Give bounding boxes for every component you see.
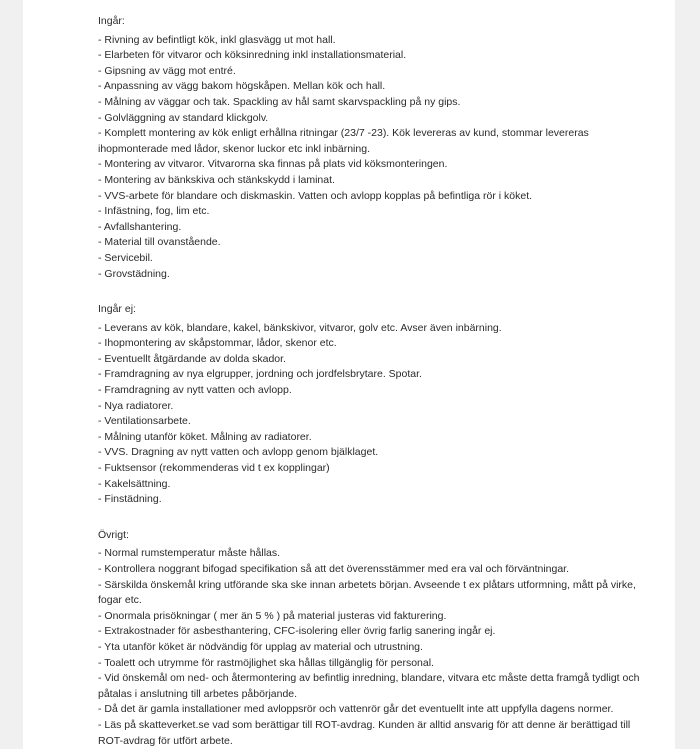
list-item: - Finstädning. [98,493,162,506]
document-section [98,302,653,508]
list-item: - Anpassning av vägg bakom högskåpen. Mellan kök och hall. [98,80,386,93]
document-page [23,0,675,749]
list-item: - Nya radiatorer. [98,399,174,412]
list-item: - Extrakostnader för asbesthantering, CFC-isolering eller övrig farlig sanering ingår ej. [98,625,496,638]
list-item: - Målning utanför köket. Målning av radiatorer. [98,430,312,443]
list-item: - Normal rumstemperatur måste hållas. [98,547,281,560]
section-heading: Ingår ej: [98,303,136,316]
list-item: - Infästning, fog, lim etc. [98,205,210,218]
list-item: - Läs på skatteverket.se vad som berättigar till ROT-avdrag. Kunden är alltid ansvarig för att denne är berättigad till ROT-avdrag för utfört arbete. [98,718,634,747]
list-item: - Kakelsättning. [98,477,171,490]
list-item: - Komplett montering av kök enligt erhållna ritningar (23/7 -23). Kök levereras av kund, stommar levereras ihopmonterade med lådor, skenor luckor etc inkl inbärning. [98,127,592,155]
list-item: - Toalett och utrymme för rastmöjlighet ska hållas tillgänglig för personal. [98,656,434,669]
list-item: - Material till ovanstående. [98,236,221,249]
list-item: - Onormala prisökningar ( mer än 5 % ) på material justeras vid fakturering. [98,609,447,622]
list-item: - Kontrollera noggrant bifogad specifikation så att det överensstämmer med era val och förväntningar. [98,563,570,575]
document-body [23,0,675,749]
list-item: - Rivning av befintligt kök, inkl glasvägg ut mot hall. [98,33,336,46]
document-section [98,14,653,282]
list-item: - Leverans av kök, blandare, kakel, bänkskivor, vitvaror, golv etc. Avser även inbärning. [98,321,502,334]
section-heading: Ingår: [98,15,125,27]
list-item: - Montering av bänkskiva och stänkskydd i laminat. [98,173,335,186]
document-section [98,528,653,749]
list-item: - Elarbeten för vitvaror och köksinredning inkl installationsmaterial. [98,49,407,62]
list-item: - Gipsning av vägg mot entré. [98,64,236,77]
list-item: - Eventuellt åtgärdande av dolda skador. [98,352,286,365]
list-item: - Framdragning av nytt vatten och avlopp. [98,384,292,397]
list-item: - Framdragning av nya elgrupper, jordning och jordfelsbrytare. Spotar. [98,368,422,381]
list-item: - Målning av väggar och tak. Spackling av hål samt skarvspackling på ny gips. [98,95,461,108]
section-heading: Övrigt: [98,528,129,541]
list-item: - Servicebil. [98,251,153,264]
list-item: - Golvläggning av standard klickgolv. [98,111,269,124]
list-item: - Yta utanför köket är nödvändig för upplag av material och utrustning. [98,640,423,653]
list-item: - Ventilationsarbete. [98,415,191,428]
list-item: - Vid önskemål om ned- och återmontering av befintlig inredning, blandare, vitvara etc måste detta framgå tydligt och påtalas i anslutning till arbetes påbörjande. [98,672,643,700]
list-item: - Ihopmontering av skåpstommar, lådor, skenor etc. [98,337,337,350]
list-item: - Då det är gamla installationer med avloppsrör och vattenrör går det eventuellt inte att uppfylla dagens normer. [98,703,614,716]
list-item: - Montering av vitvaror. Vitvarorna ska finnas på plats vid köksmonteringen. [98,158,448,171]
list-item: - Fuktsensor (rekommenderas vid t ex kopplingar) [98,462,330,475]
list-item: - VVS-arbete för blandare och diskmaskin. Vatten och avlopp kopplas på befintliga rör i köket. [98,189,533,202]
list-item: - Grovstädning. [98,267,170,280]
list-item: - VVS. Dragning av nytt vatten och avlopp genom bjälklaget. [98,446,379,459]
list-item: - Särskilda önskemål kring utförande ska ske innan arbetets början. Avseende t ex plåtars utformning, mått på virke, fogar etc. [98,578,639,607]
list-item: - Avfallshantering. [98,220,182,233]
